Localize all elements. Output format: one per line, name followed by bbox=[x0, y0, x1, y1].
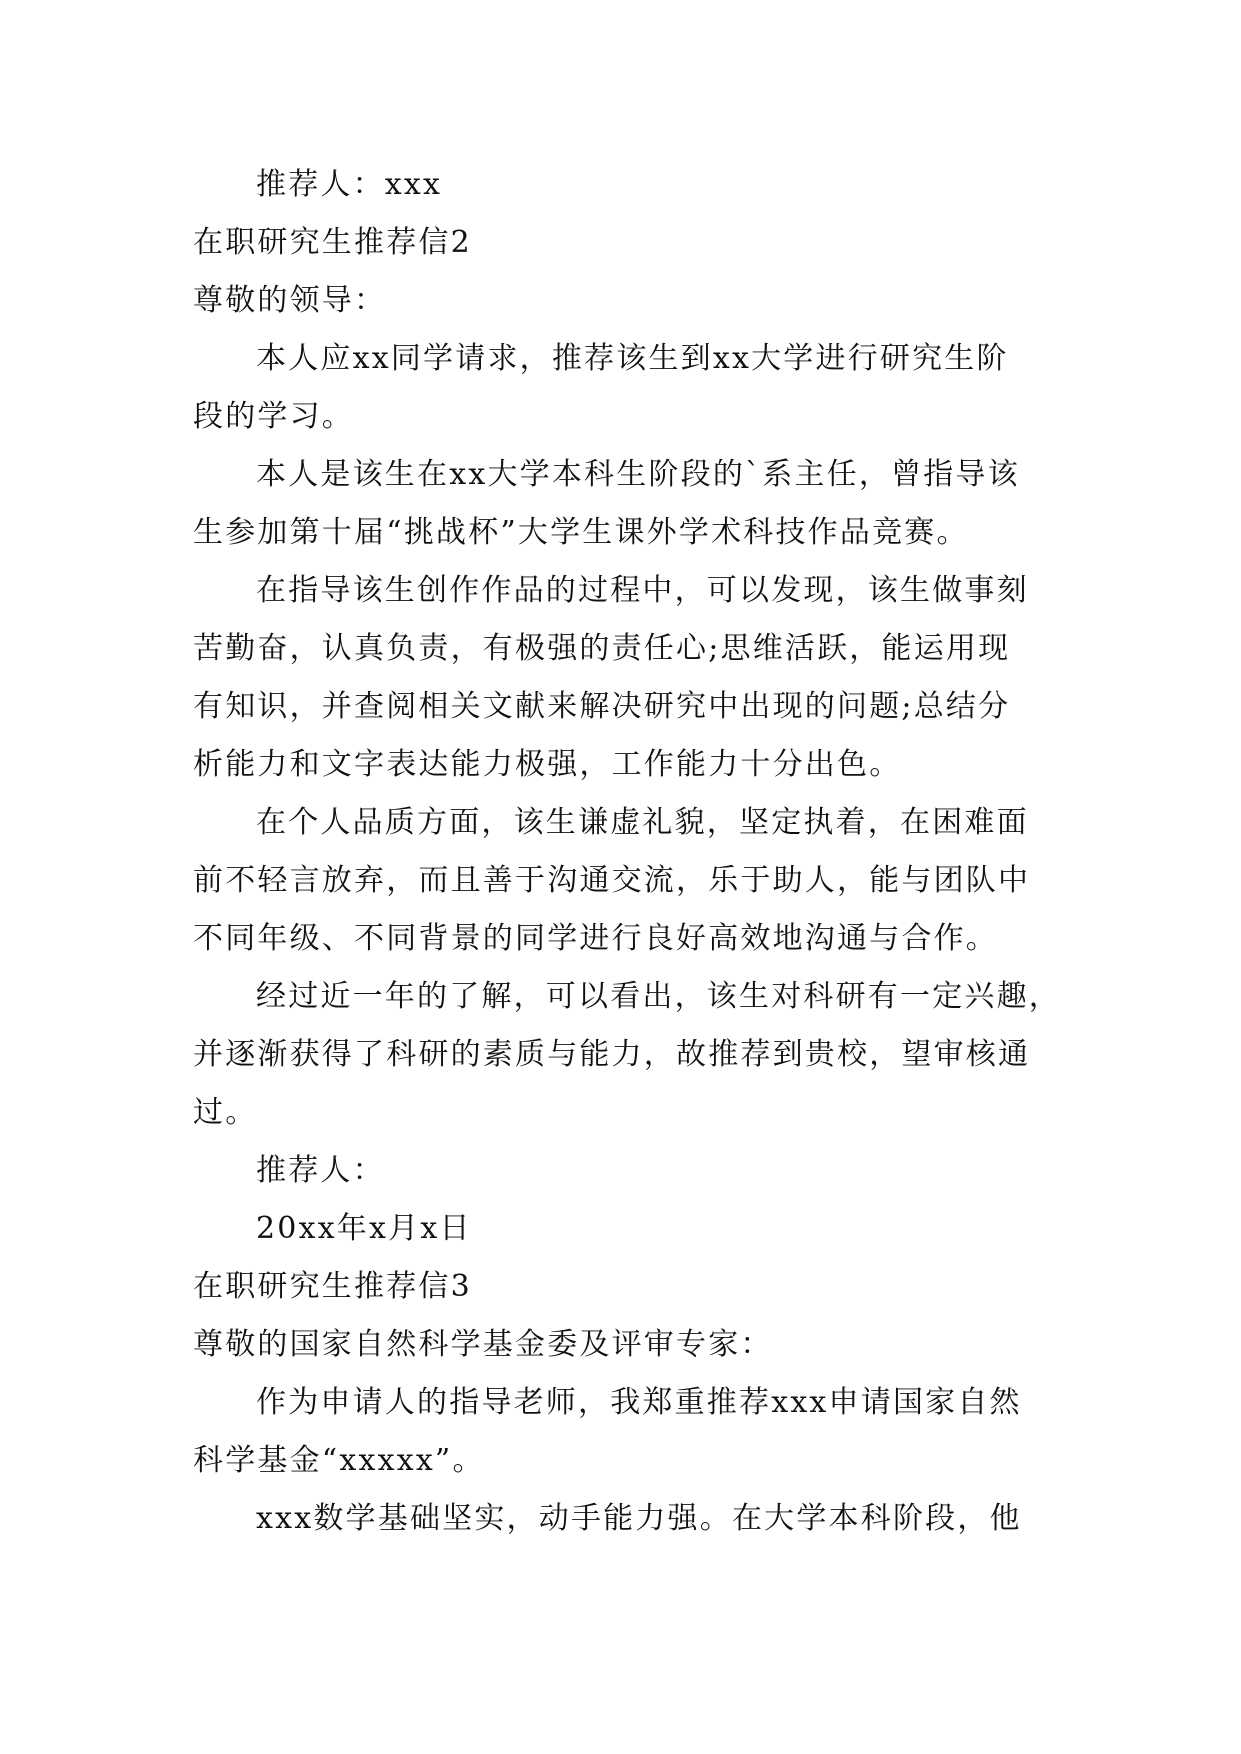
paragraph-line: 本人应xx同学请求，推荐该生到xx大学进行研究生阶 bbox=[256, 341, 1009, 376]
paragraph-line: 经过近一年的了解，可以看出，该生对科研有一定兴趣， bbox=[256, 979, 1061, 1014]
letter-title-3: 在职研究生推荐信3 bbox=[193, 1269, 472, 1304]
paragraph-line: 段的学习。 bbox=[193, 399, 354, 434]
paragraph-line: 过。 bbox=[193, 1095, 258, 1130]
paragraph-line: 作为申请人的指导老师，我郑重推荐xxx申请国家自然 bbox=[256, 1385, 1022, 1420]
paragraph-line: 在个人品质方面，该生谦虚礼貌，坚定执着，在困难面 bbox=[256, 805, 1029, 840]
salutation-line: 尊敬的国家自然科学基金委及评审专家： bbox=[193, 1327, 773, 1362]
paragraph-line: 在指导该生创作作品的过程中，可以发现，该生做事刻 bbox=[256, 573, 1029, 608]
salutation-line: 尊敬的领导： bbox=[193, 283, 387, 318]
paragraph-line: 苦勤奋，认真负责，有极强的责任心;思维活跃，能运用现 bbox=[193, 631, 1011, 666]
recommender-line: 推荐人：xxx bbox=[256, 167, 443, 202]
paragraph-line: 科学基金“xxxxx”。 bbox=[193, 1443, 485, 1478]
paragraph-line: 本人是该生在xx大学本科生阶段的`系主任，曾指导该 bbox=[256, 457, 1020, 492]
paragraph-line: 并逐渐获得了科研的素质与能力，故推荐到贵校，望审核通 bbox=[193, 1037, 1031, 1072]
paragraph-line: 前不轻言放弃，而且善于沟通交流，乐于助人，能与团队中 bbox=[193, 863, 1031, 898]
letter-title-2: 在职研究生推荐信2 bbox=[193, 225, 472, 260]
date-line: 20xx年x月x日 bbox=[256, 1211, 472, 1246]
paragraph-line: 有知识，并查阅相关文献来解决研究中出现的问题;总结分 bbox=[193, 689, 1011, 724]
recommender-line: 推荐人： bbox=[256, 1153, 385, 1188]
paragraph-line: 不同年级、不同背景的同学进行良好高效地沟通与合作。 bbox=[193, 921, 998, 956]
paragraph-line: 析能力和文字表达能力极强，工作能力十分出色。 bbox=[193, 747, 902, 782]
paragraph-line: xxx数学基础坚实，动手能力强。在大学本科阶段，他 bbox=[256, 1501, 1022, 1536]
paragraph-line: 生参加第十届“挑战杯”大学生课外学术科技作品竞赛。 bbox=[193, 515, 969, 550]
